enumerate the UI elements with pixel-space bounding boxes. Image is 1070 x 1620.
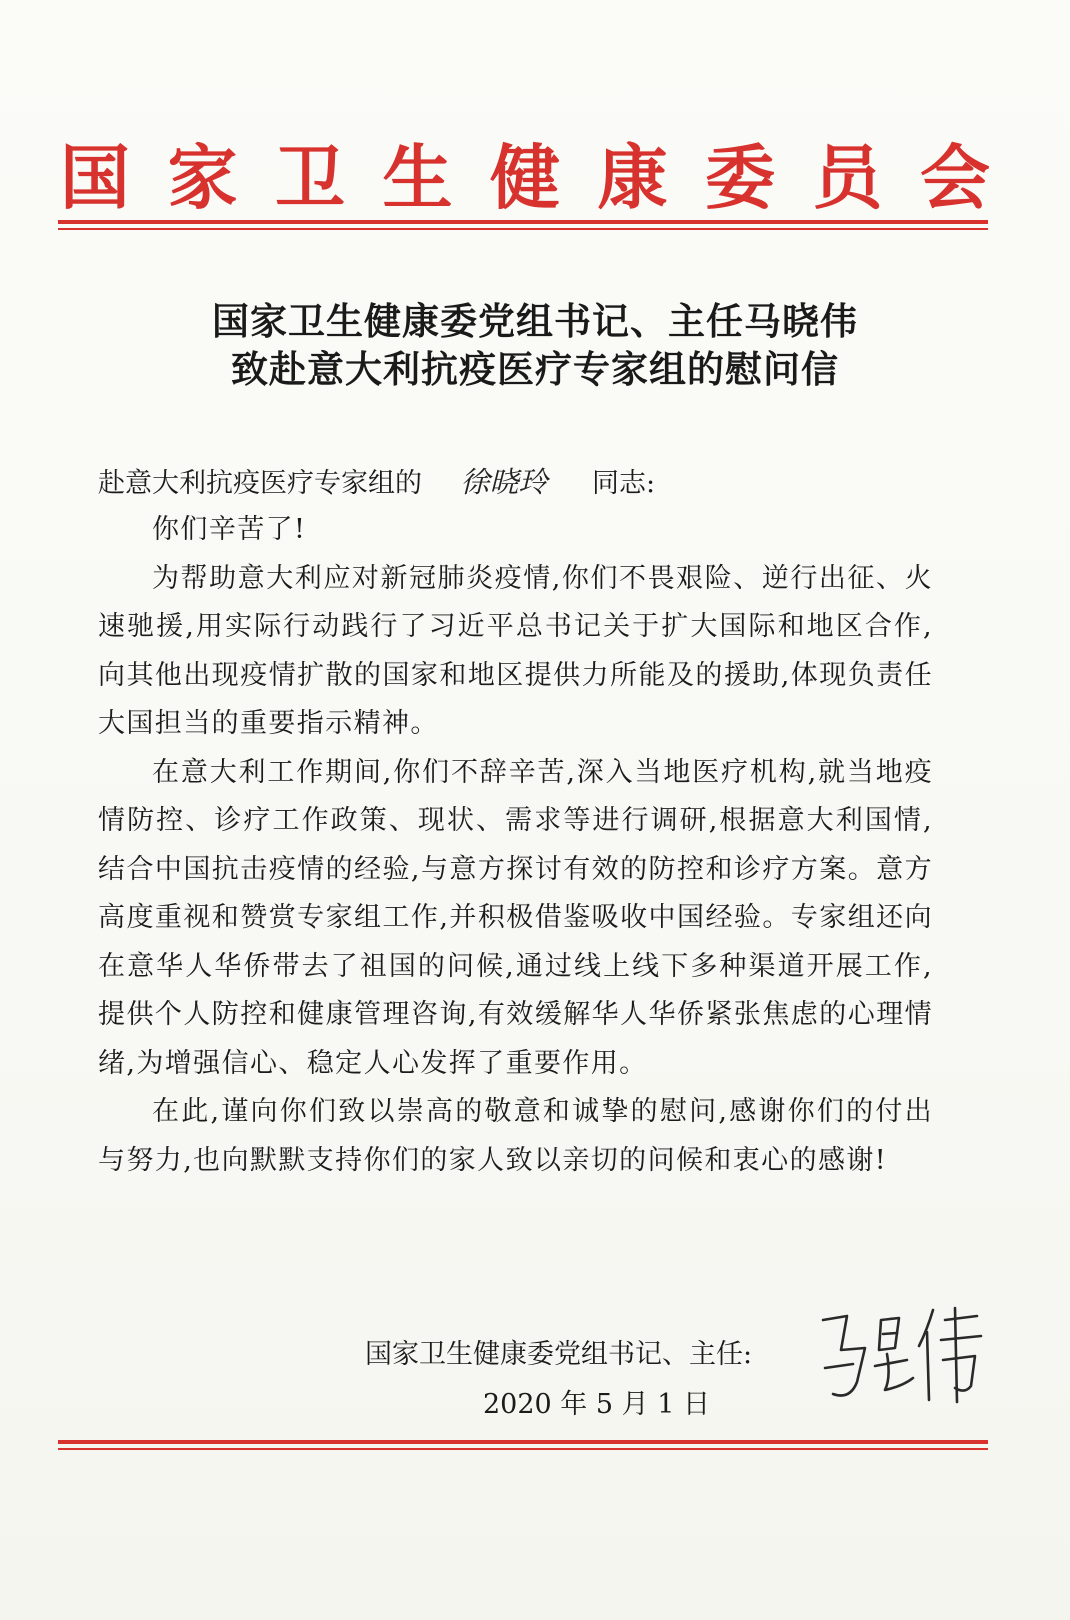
letterhead-char: 家 bbox=[167, 137, 238, 219]
footer-rule-thick bbox=[58, 1440, 988, 1444]
body-paragraph: 在此,谨向你们致以崇高的敬意和诚挚的慰问,感谢你们的付出与努力,也向默默支持你们的家人致以亲切的问候和衷心的感谢! bbox=[98, 1096, 933, 1176]
letterhead-char: 健 bbox=[490, 137, 560, 219]
salutation bbox=[98, 462, 655, 504]
body-paragraph: 在意大利工作期间,你们不辞辛苦,深入当地医疗机构,就当地疫情防控、诊疗工作政策、现状、需求等进行调研,根据意大利国情,结合中国抗击疫情的经验,与意方探讨有效的防控和诊疗方案。意方高度重视和赞赏专家组工作,并积极借鉴吸收中国经验。专家组还向在意华人华侨带去了祖国的问候,通过线上线下多种渠道开展工作,提供个人防控和健康管理咨询,有效缓解华人华侨紧张焦虑的心理情绪,为增强信心、稳定人心发挥了重要作用。 bbox=[98, 756, 933, 1079]
letterhead-char: 员 bbox=[812, 137, 883, 219]
salutation-suffix: 同志: bbox=[592, 468, 656, 499]
signature-block bbox=[365, 1335, 1005, 1455]
letterhead-char: 生 bbox=[382, 137, 453, 219]
letterhead-char: 国 bbox=[60, 137, 130, 219]
letterhead-char: 委 bbox=[705, 137, 775, 219]
letterhead-rule-thin bbox=[58, 228, 988, 230]
letterhead-char: 卫 bbox=[275, 137, 345, 219]
sign-date: 2020 年 5 月 1 日 bbox=[483, 1389, 710, 1420]
letterhead-rule-thick bbox=[58, 220, 988, 224]
letterhead-title bbox=[60, 138, 990, 218]
letterhead-char: 会 bbox=[920, 137, 990, 219]
letter-title-line1: 国家卫生健康委党组书记、主任马晓伟 bbox=[212, 300, 858, 343]
letter-body bbox=[98, 506, 933, 1185]
signer-title: 国家卫生健康委党组书记、主任: bbox=[365, 1339, 753, 1370]
salutation-prefix: 赴意大利抗疫医疗专家组的 bbox=[98, 468, 422, 499]
body-paragraph: 为帮助意大利应对新冠肺炎疫情,你们不畏艰险、逆行出征、火速驰援,用实际行动践行了习近平总书记关于扩大国际和地区合作,向其他出现疫情扩散的国家和地区提供力所能及的援助,体现负责任大国担当的重要指示精神。 bbox=[98, 562, 933, 739]
handwritten-recipient-name: 徐晓玲 bbox=[460, 465, 548, 499]
body-paragraph: 你们辛苦了! bbox=[152, 514, 307, 545]
letter-title-line2: 致赴意大利抗疫医疗专家组的慰问信 bbox=[231, 348, 839, 391]
handwritten-signature bbox=[795, 1290, 995, 1420]
letterhead-char: 康 bbox=[597, 137, 668, 219]
footer-rule-thin bbox=[58, 1448, 988, 1450]
